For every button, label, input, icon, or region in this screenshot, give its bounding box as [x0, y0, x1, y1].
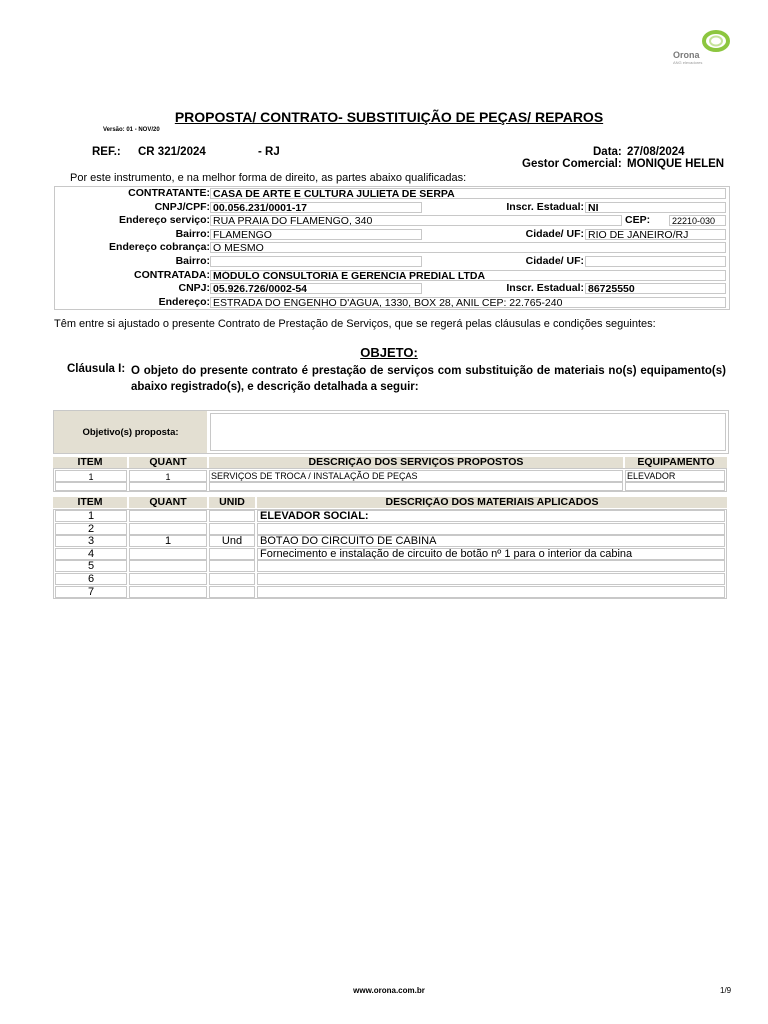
services-row-quant: 1	[129, 470, 207, 482]
materials-row-quant	[129, 560, 207, 572]
materials-row-descricao: BOTÃO DO CIRCUITO DE CABINA	[257, 535, 725, 547]
materials-row-unid	[209, 523, 255, 535]
gestor-value: MONIQUE HELEN	[627, 158, 725, 170]
clausula-label: Cláusula I:	[67, 363, 126, 375]
materials-row-quant	[129, 573, 207, 585]
cep-value: 22210-030	[669, 215, 726, 226]
cidade-value: RIO DE JANEIRO/RJ	[585, 229, 726, 240]
row-endereco-servico	[55, 214, 729, 228]
endereco-label: Endereço:	[158, 295, 210, 308]
materials-row-unid	[209, 573, 255, 585]
cnpj-cpf-value: 00.056.231/0001-17	[210, 202, 422, 213]
materials-header-descricao: DESCRIÇÃO DOS MATERIAIS APLICADOS	[257, 497, 727, 508]
materials-row-item: 5	[55, 560, 127, 572]
materials-row-quant	[129, 586, 207, 598]
bairro-label: Bairro:	[175, 227, 210, 240]
brand-name: Orona	[673, 50, 700, 60]
materials-row-item: 4	[55, 548, 127, 560]
cidade-cobranca-label: Cidade/ UF:	[525, 254, 584, 267]
materials-header-item: ITEM	[53, 497, 127, 508]
endereco-value: ESTRADA DO ENGENHO D'ÁGUA, 1330, BOX 28, ANIL CEP: 22.765-240	[210, 297, 726, 308]
services-header-descricao: DESCRIÇÃO DOS SERVIÇOS PROPOSTOS	[209, 457, 623, 468]
materials-header-unid: UNID	[209, 497, 255, 508]
version-label: Versão: 01 - NOV/20	[103, 127, 160, 133]
objetivo-value	[210, 413, 726, 451]
materials-header-quant: QUANT	[129, 497, 207, 508]
row-bairro-cobranca	[55, 255, 729, 269]
objetivo-label: Objetivo(s) proposta:	[54, 411, 207, 453]
materials-row-descricao	[257, 560, 725, 572]
services-empty-cell	[129, 482, 207, 491]
cep-label: CEP:	[625, 214, 651, 227]
endereco-servico-label: Endereço serviço:	[118, 214, 210, 227]
ref-suffix: - RJ	[258, 146, 280, 158]
objeto-title: OBJETO:	[360, 345, 418, 360]
bairro-value: FLAMENGO	[210, 229, 422, 240]
materials-row-descricao: ELEVADOR SOCIAL:	[257, 510, 725, 522]
materials-row-quant	[129, 510, 207, 522]
contratante-value: CASA DE ARTE E CULTURA JULIETA DE SERPA	[210, 188, 726, 199]
services-empty-cell	[625, 482, 725, 491]
materials-row-unid	[209, 548, 255, 560]
services-header-quant: QUANT	[129, 457, 207, 468]
materials-row-descricao	[257, 586, 725, 598]
inscr-value: NI	[585, 202, 726, 213]
ref-label: REF.:	[92, 146, 121, 158]
date-label: Data:	[593, 146, 622, 158]
cnpj-value: 05.926.726/0002-54	[210, 283, 422, 294]
objetivo-box	[53, 410, 729, 454]
endereco-cobranca-value: O MESMO	[210, 242, 726, 253]
inscr-contratada-label: Inscr. Estadual:	[506, 282, 584, 295]
endereco-servico-value: RUA PRAIA DO FLAMENGO, 340	[210, 215, 622, 226]
brand-subtitle: ANG elevadores	[673, 60, 703, 65]
contratada-label: CONTRATADA:	[133, 268, 210, 281]
clausula-text: O objeto do presente contrato é prestação de serviços com substituição de materiais no(s) equipamento(s) abaixo registrado(s), e descrição detalhada a seguir:	[131, 365, 726, 393]
row-cnpj-cpf	[55, 201, 729, 215]
materials-row-item: 7	[55, 586, 127, 598]
materials-row-item: 3	[55, 535, 127, 547]
materials-row-unid	[209, 510, 255, 522]
endereco-cobranca-label: Endereço cobrança:	[109, 241, 210, 254]
footer-url: www.orona.com.br	[353, 986, 425, 995]
materials-row-quant	[129, 548, 207, 560]
parties-table	[54, 186, 730, 310]
cidade-label: Cidade/ UF:	[525, 227, 584, 240]
materials-row-quant: 1	[129, 535, 207, 547]
cidade-cobranca-value	[585, 256, 726, 267]
row-contratante	[55, 187, 729, 201]
page-number: 1/9	[720, 986, 732, 995]
row-cnpj	[55, 282, 729, 296]
materials-row-unid	[209, 586, 255, 598]
cnpj-label: CNPJ:	[178, 282, 210, 295]
services-header-item: ITEM	[53, 457, 127, 468]
services-empty-cell	[209, 482, 623, 491]
services-row-equipamento: ELEVADOR	[625, 470, 725, 482]
inscr-contratada-value: 86725550	[585, 283, 726, 294]
services-header-equipamento: EQUIPAMENTO	[625, 457, 727, 468]
bairro-cobranca-label: Bairro:	[175, 254, 210, 267]
agreement-text: Têm entre si ajustado o presente Contrato de Prestação de Serviços, que se regerá pelas cláusulas e condições seguintes:	[54, 318, 656, 330]
materials-row-descricao	[257, 573, 725, 585]
materials-row-descricao	[257, 523, 725, 535]
materials-row-unid: Und	[209, 535, 255, 547]
contratante-label: CONTRATANTE:	[128, 187, 210, 199]
row-bairro	[55, 228, 729, 242]
services-row-item: 1	[55, 470, 127, 482]
services-row-descricao: SERVIÇOS DE TROCA / INSTALAÇÃO DE PEÇAS	[209, 470, 623, 482]
materials-row-descricao: Fornecimento e instalação de circuito de botão nº 1 para o interior da cabina	[257, 548, 725, 560]
ref-value: CR 321/2024	[138, 146, 206, 158]
materials-row-quant	[129, 523, 207, 535]
row-endereco-cobranca	[55, 241, 729, 255]
materials-row-item: 6	[55, 573, 127, 585]
materials-row-item: 1	[55, 510, 127, 522]
inscr-label: Inscr. Estadual:	[506, 200, 584, 213]
materials-row-item: 2	[55, 523, 127, 535]
document-title: PROPOSTA/ CONTRATO- SUBSTITUIÇÃO DE PEÇAS/ REPAROS	[174, 109, 604, 125]
intro-text: Por este instrumento, e na melhor forma de direito, as partes abaixo qualificadas:	[70, 172, 467, 184]
materials-row-unid	[209, 560, 255, 572]
bairro-cobranca-value	[210, 256, 422, 267]
date-value: 27/08/2024	[627, 146, 685, 158]
gestor-label: Gestor Comercial:	[522, 158, 622, 170]
row-endereco	[55, 296, 729, 310]
cnpj-cpf-label: CNPJ/CPF:	[154, 200, 210, 213]
contratada-value: MÓDULO CONSULTORIA E GERENCIA PREDIAL LTDA	[210, 270, 726, 281]
services-empty-cell	[55, 482, 127, 491]
row-contratada	[55, 269, 729, 283]
